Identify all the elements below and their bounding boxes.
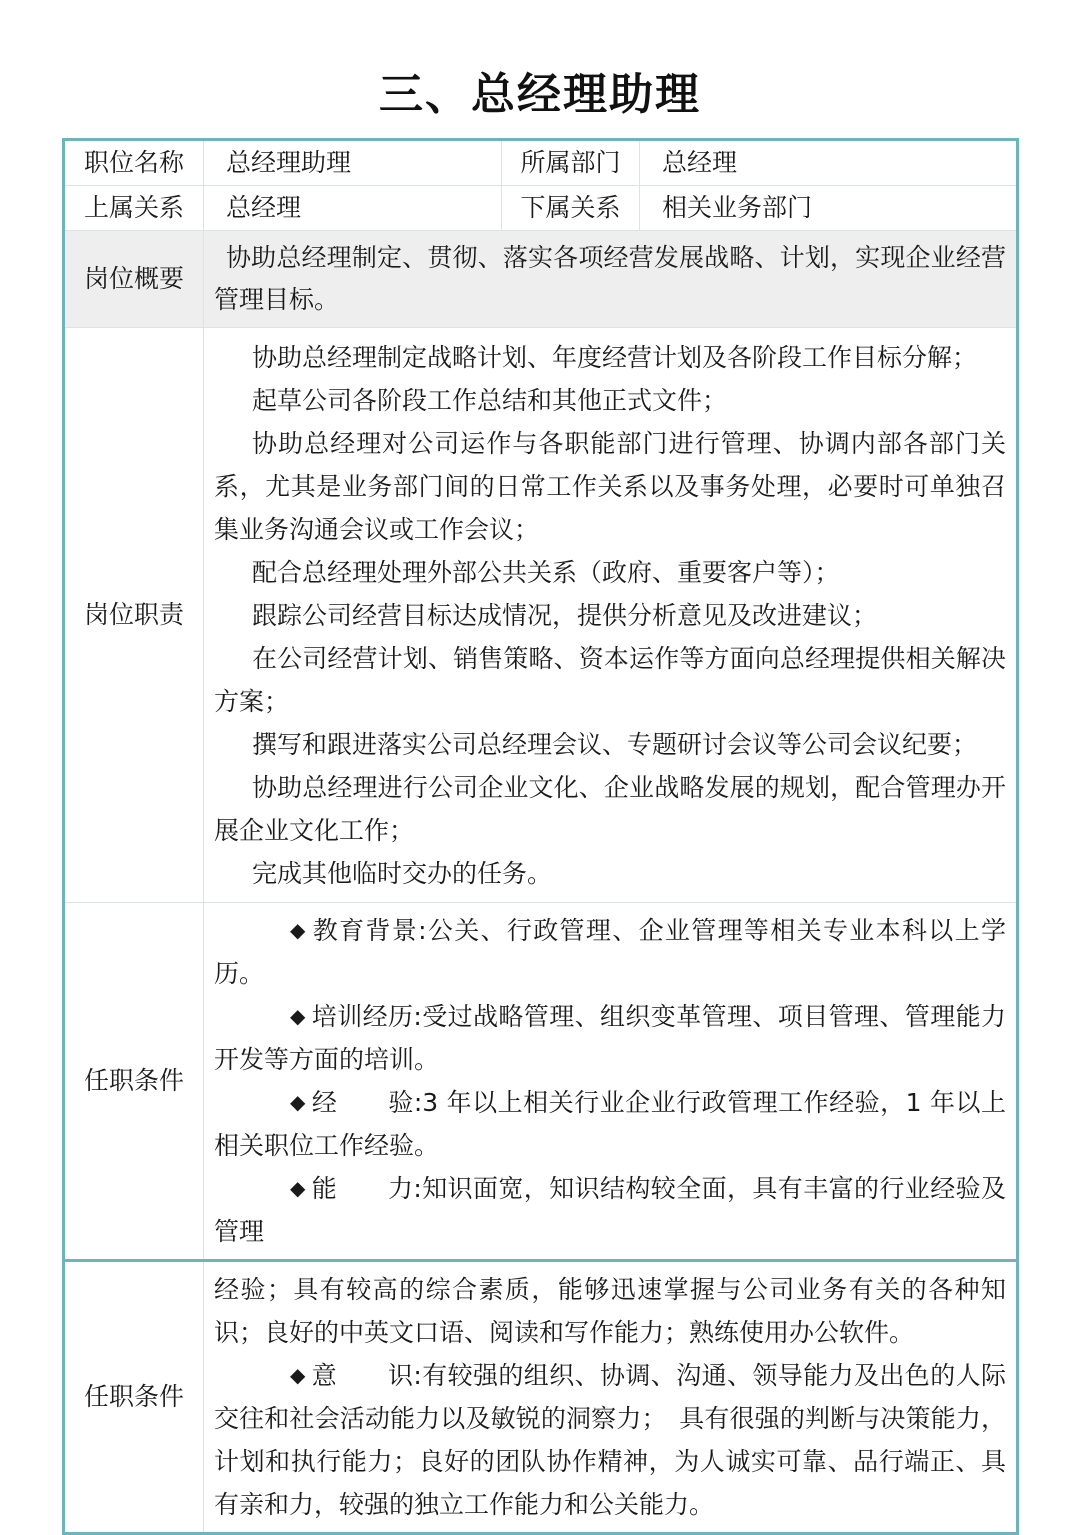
requirements-row-1 [64, 903, 1018, 1261]
department-label: 所属部门 [502, 140, 640, 186]
requirement-text: 教育背景:公关、行政管理、企业管理等相关专业本科以上学历。 [214, 916, 1006, 988]
position-name-value: 总经理助理 [204, 140, 502, 186]
info-row-position [64, 140, 1018, 186]
duty-item: 起草公司各阶段工作总结和其他正式文件； [252, 385, 728, 415]
requirement-training [214, 995, 1006, 1081]
duty-item: 在公司经营计划、销售策略、资本运作等方面向总经理提供相关解决方案； [214, 643, 1006, 716]
requirement-education [214, 909, 1006, 995]
summary-row [64, 231, 1018, 328]
subordinate-value: 相关业务部门 [640, 186, 1018, 231]
diamond-bullet-icon: ◆ [290, 1090, 306, 1114]
diamond-bullet-icon: ◆ [290, 1176, 306, 1200]
position-name-label: 职位名称 [64, 140, 204, 186]
duties-label: 岗位职责 [64, 328, 204, 903]
diamond-bullet-icon: ◆ [290, 1363, 306, 1387]
duty-item: 协助总经理对公司运作与各职能部门进行管理、协调内部各部门关系，尤其是业务部门间的日常工作关系以及事务处理，必要时可单独召集业务沟通会议或工作会议； [214, 428, 1006, 544]
requirement-awareness [214, 1354, 1006, 1526]
duty-item: 协助总经理制定战略计划、年度经营计划及各阶段工作目标分解； [252, 342, 978, 372]
department-value: 总经理 [640, 140, 1018, 186]
summary-text: 协助总经理制定、贯彻、落实各项经营发展战略、计划，实现企业经营管理目标。 [214, 243, 1006, 314]
requirements-list-2 [204, 1261, 1018, 1534]
requirements-list-1 [204, 903, 1018, 1261]
requirement-experience [214, 1081, 1006, 1167]
duty-item: 完成其他临时交办的任务。 [252, 858, 553, 888]
duty-item: 撰写和跟进落实公司总经理会议、专题研讨会议等公司会议纪要； [252, 729, 978, 759]
page-title: 三、总经理助理 [379, 69, 701, 120]
superior-value: 总经理 [204, 186, 502, 231]
subordinate-label: 下属关系 [502, 186, 640, 231]
info-row-relations [64, 186, 1018, 231]
job-description-table [62, 138, 1019, 1535]
summary-text-cell [204, 231, 1018, 328]
diamond-bullet-icon: ◆ [290, 918, 306, 942]
requirement-text: 经 验:3 年以上相关行业企业行政管理工作经验，1 年以上相关职位工作经验。 [214, 1088, 1006, 1160]
requirement-continuation: 经验；具有较高的综合素质，能够迅速掌握与公司业务有关的各种知识；良好的中英文口语、阅读和写作能力；熟练使用办公软件。 [214, 1275, 1006, 1347]
summary-label: 岗位概要 [64, 231, 204, 328]
superior-label: 上属关系 [64, 186, 204, 231]
requirement-text: 意 识:有较强的组织、协调、沟通、领导能力及出色的人际交往和社会活动能力以及敏锐的洞察力； 具有很强的判断与决策能力，计划和执行能力；良好的团队协作精神，为人诚实可靠、品行端正、具有亲和力，较强的独立工作能力和公关能力。 [214, 1361, 1006, 1519]
requirement-text: 能 力:知识面宽，知识结构较全面，具有丰富的行业经验及管理 [214, 1174, 1006, 1246]
requirements-row-2 [64, 1261, 1018, 1534]
duty-item: 跟踪公司经营目标达成情况，提供分析意见及改进建议； [252, 600, 878, 630]
requirement-text: 培训经历:受过战略管理、组织变革管理、项目管理、管理能力开发等方面的培训。 [214, 1002, 1006, 1074]
requirements-label-1: 任职条件 [64, 903, 204, 1261]
duty-item: 协助总经理进行公司企业文化、企业战略发展的规划，配合管理办开展企业文化工作； [214, 772, 1006, 845]
duties-row [64, 328, 1018, 903]
requirement-ability [214, 1167, 1006, 1253]
duty-item: 配合总经理处理外部公共关系（政府、重要客户等）； [252, 557, 840, 587]
duties-list [204, 328, 1018, 903]
requirements-label-2: 任职条件 [64, 1261, 204, 1534]
diamond-bullet-icon: ◆ [290, 1004, 306, 1028]
